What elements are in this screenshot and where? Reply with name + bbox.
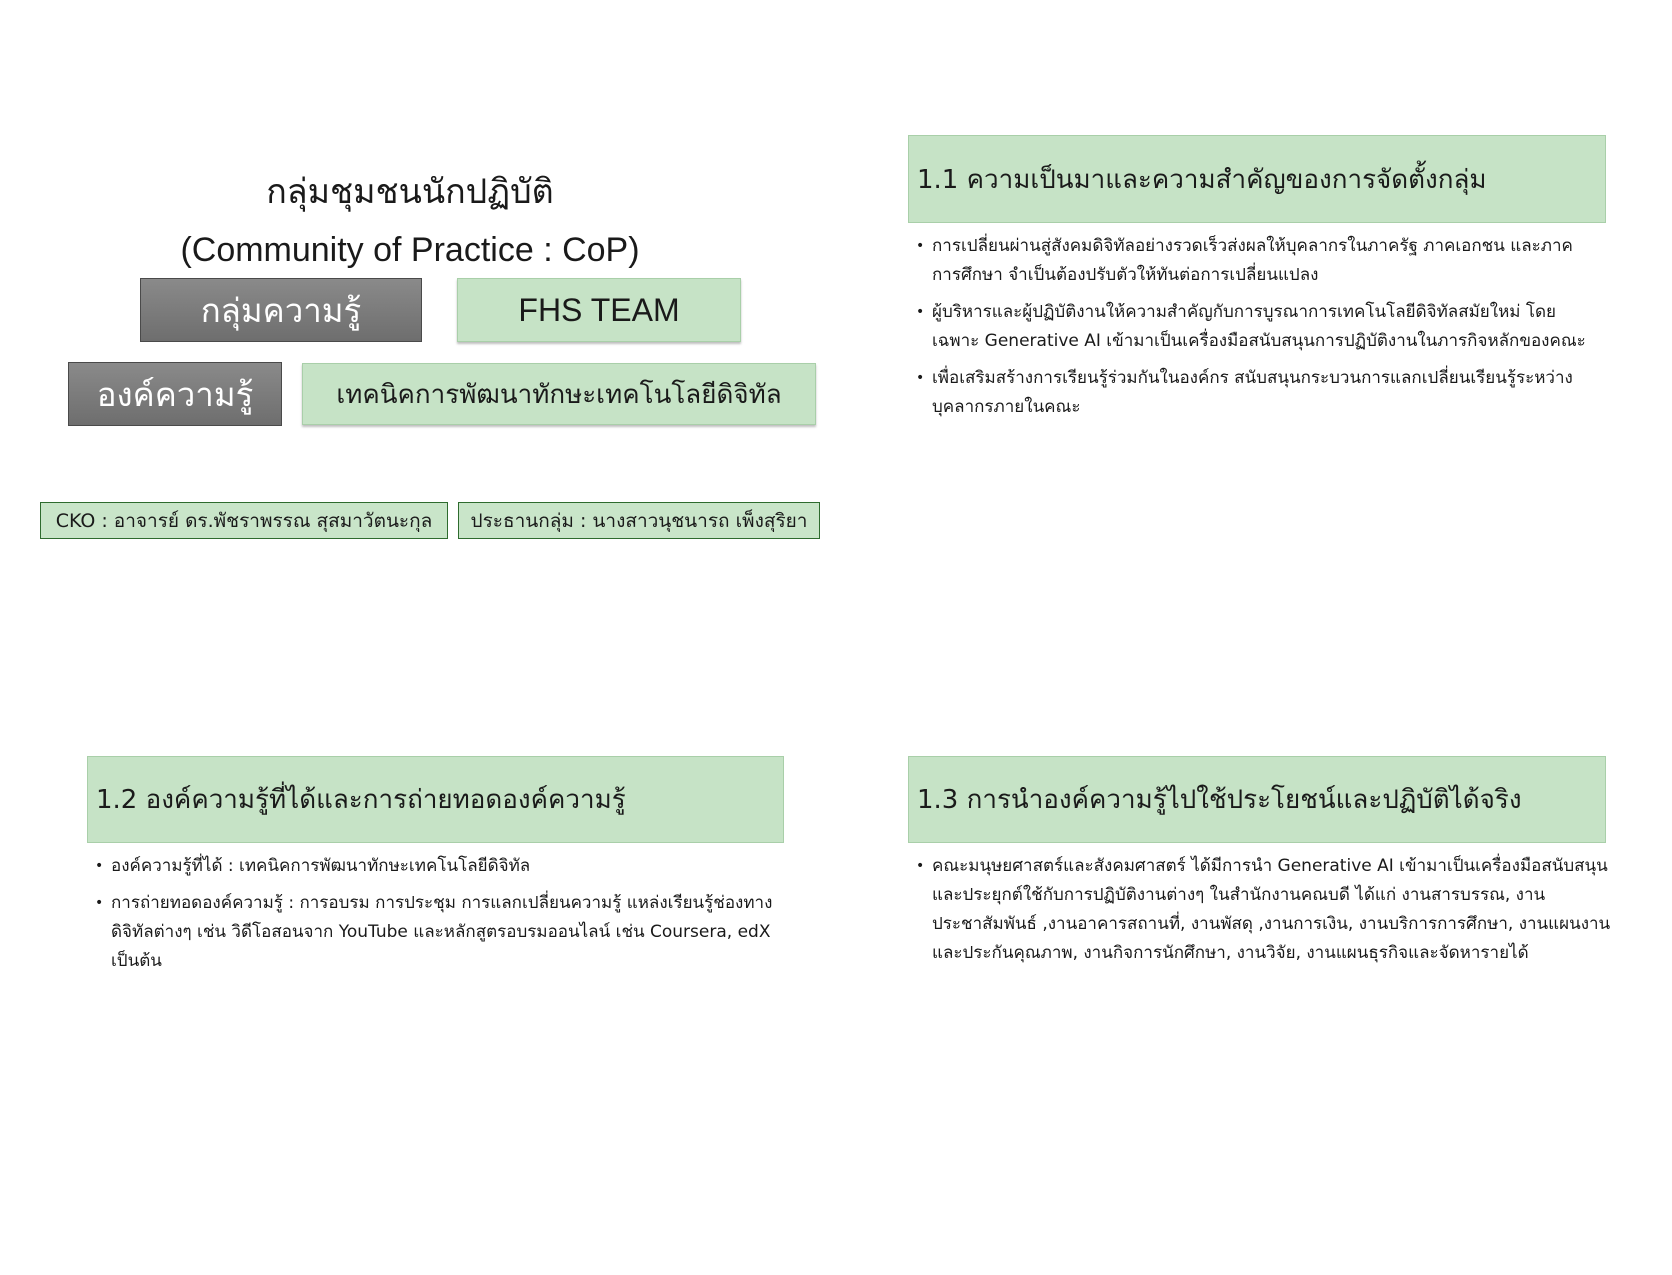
bullet-text: คณะมนุษยศาสตร์และสังคมศาสตร์ ได้มีการนำ Generative AI เข้ามาเป็นเครื่องมือสนับสนุนและประยุกต์ใช้กับการปฏิบัติงานต่างๆ ในสำนักงานคณบดี ได้แก่ งานสารบรรณ, งานประชาสัมพันธ์ ,งานอาคารสถานที่, งานพัสดุ ,งานการเงิน, งานบริการการศึกษา, งานแผนงานและประกันคุณภาพ, งานกิจการนักศึกษา, งานวิจัย, งานแผนธุรกิจและจัดหารายได้	[932, 856, 1611, 963]
list-item	[912, 232, 1592, 290]
page-title: กลุ่มชุมชนนักปฏิบัติ	[266, 172, 554, 212]
bullet-icon: •	[916, 304, 925, 320]
bullet-icon: •	[916, 238, 925, 254]
chair-box	[458, 502, 820, 539]
list-item	[91, 889, 791, 976]
section-1-1-heading	[908, 135, 1606, 223]
knowledge-label: องค์ความรู้	[96, 374, 254, 414]
cko-text: CKO : อาจารย์ ดร.พัชราพรรณ สุสมาวัตนะกุล	[55, 509, 433, 532]
group-value: FHS TEAM	[518, 291, 680, 328]
section-1-2-heading	[87, 756, 784, 843]
section-1-1-bullets	[912, 232, 1592, 430]
list-item	[91, 852, 791, 881]
knowledge-label-box	[68, 362, 282, 426]
page-subtitle: (Community of Practice : CoP)	[180, 231, 640, 269]
knowledge-value: เทคนิคการพัฒนาทักษะเทคโนโลยีดิจิทัล	[336, 379, 782, 410]
group-label: กลุ่มความรู้	[200, 290, 362, 330]
cko-box	[40, 502, 448, 539]
chair-text: ประธานกลุ่ม : นางสาวนุชนารถ เพ็งสุริยา	[470, 509, 808, 532]
bullet-text: การถ่ายทอดองค์ความรู้ : การอบรม การประชุม การแลกเปลี่ยนความรู้ แหล่งเรียนรู้ช่องทางดิจิทัลต่างๆ เช่น วิดีโอสอนจาก YouTube และหลักสูตรอบรมออนไลน์ เช่น Coursera, edX เป็นต้น	[111, 893, 773, 971]
section-1-3-bullets	[912, 852, 1612, 976]
bullet-icon: •	[95, 858, 104, 874]
bullet-text: องค์ความรู้ที่ได้ : เทคนิคการพัฒนาทักษะเทคโนโลยีดิจิทัล	[111, 856, 531, 876]
list-item	[912, 852, 1612, 968]
section-1-2-bullets	[91, 852, 791, 984]
bullet-text: ผู้บริหารและผู้ปฏิบัติงานให้ความสำคัญกับการบูรณาการเทคโนโลยีดิจิทัลสมัยใหม่ โดยเฉพาะ Generative AI เข้ามาเป็นเครื่องมือสนับสนุนการปฏิบัติงานในภารกิจหลักของคณะ	[932, 302, 1586, 351]
section-1-3-title: 1.3 การนำองค์ความรู้ไปใช้ประโยชน์และปฏิบัติได้จริง	[917, 785, 1522, 815]
group-label-box	[140, 278, 422, 342]
bullet-text: เพื่อเสริมสร้างการเรียนรู้ร่วมกันในองค์กร สนับสนุนกระบวนการแลกเปลี่ยนเรียนรู้ระหว่างบุคลากรภายในคณะ	[932, 368, 1573, 417]
section-1-3-heading	[908, 756, 1606, 843]
group-value-box	[457, 278, 741, 342]
bullet-text: การเปลี่ยนผ่านสู่สังคมดิจิทัลอย่างรวดเร็วส่งผลให้บุคลากรในภาครัฐ ภาคเอกชน และภาคการศึกษา จำเป็นต้องปรับตัวให้ทันต่อการเปลี่ยนแปลง	[932, 236, 1573, 285]
bullet-icon: •	[916, 370, 925, 386]
list-item	[912, 364, 1592, 422]
bullet-icon: •	[95, 895, 104, 911]
bullet-icon: •	[916, 858, 925, 874]
section-1-2-title: 1.2 องค์ความรู้ที่ได้และการถ่ายทอดองค์ความรู้	[96, 785, 626, 815]
list-item	[912, 298, 1592, 356]
knowledge-value-box	[302, 363, 816, 425]
section-1-1-title: 1.1 ความเป็นมาและความสำคัญของการจัดตั้งกลุ่ม	[917, 164, 1487, 195]
